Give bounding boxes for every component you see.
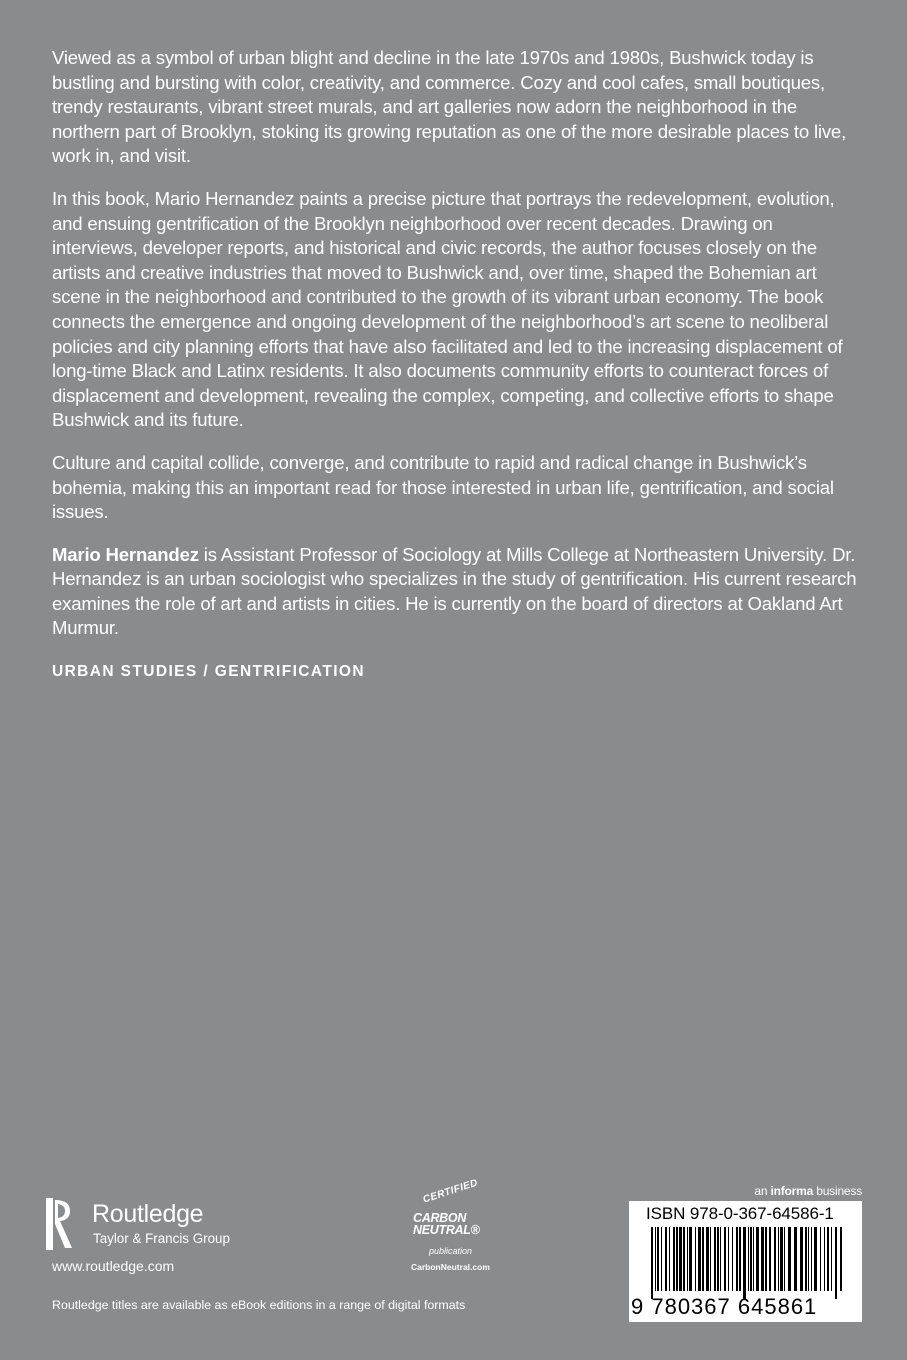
barcode-bar — [750, 1227, 752, 1291]
barcode-bar — [736, 1227, 738, 1291]
description-paragraph-1: Viewed as a symbol of urban blight and decline in the late 1970s and 1980s, Bushwick today is bustling and bursting with color, creativity, and commerce. Cozy and cool cafes, small boutiques, trendy restaurants, vibrant street murals, and art galleries now adorn the neighborhood in the northern part of Brooklyn, stoking its growing reputation as one of the more desirable places to live, work in, and visit. — [52, 47, 847, 167]
barcode-bar — [665, 1227, 667, 1291]
barcode-bar — [805, 1227, 807, 1291]
isbn-barcode — [629, 1201, 862, 1322]
routledge-r-icon — [46, 1198, 74, 1250]
barcode-bar — [673, 1227, 675, 1291]
barcode-bar — [676, 1227, 678, 1291]
author-name: Mario Hernandez — [52, 543, 199, 565]
back-cover-text — [52, 46, 858, 681]
barcode-bar — [657, 1227, 659, 1291]
barcode-bar — [840, 1227, 842, 1291]
barcode-bar — [780, 1227, 783, 1291]
barcode-bar — [702, 1227, 704, 1291]
carbon-publication-text: publication — [429, 1246, 473, 1256]
carbon-neutral-title — [413, 1212, 480, 1236]
barcode-bar — [732, 1227, 733, 1291]
barcode-bar — [824, 1227, 825, 1291]
barcode-bar — [765, 1227, 767, 1291]
barcode-bar — [769, 1227, 771, 1291]
barcode-bar — [714, 1227, 716, 1291]
barcode-bar — [794, 1227, 797, 1291]
barcode-bar — [800, 1227, 803, 1291]
barcode-bar — [710, 1227, 711, 1291]
informa-business-line — [754, 1184, 862, 1198]
barcode-bar — [728, 1227, 729, 1291]
barcode-bar — [774, 1227, 776, 1291]
ebook-note: Routledge titles are available as eBook editions in a range of digital formats — [52, 1298, 466, 1312]
subject-category: URBAN STUDIES / GENTRIFICATION — [52, 663, 365, 681]
barcode-bar — [784, 1227, 785, 1291]
barcode-bar — [835, 1227, 837, 1299]
publisher-website: www.routledge.com — [52, 1258, 175, 1274]
routledge-logo — [46, 1196, 306, 1256]
barcode-bar — [820, 1227, 821, 1291]
informa-prefix: an — [754, 1184, 771, 1198]
barcode-bar — [778, 1227, 779, 1291]
barcode-bar — [761, 1227, 764, 1291]
carbon-certified-text: CERTIFIED — [421, 1177, 480, 1206]
author-bio-text: is Assistant Professor of Sociology at Mills College at Northeastern University. Dr. Hernandez is an urban sociologist who specializes in the study of gentrification. His current research examines the role of art and artists in cities. He is currently on the board of directors at Oakland Art Murmur. — [52, 543, 857, 639]
barcode-bar — [706, 1227, 709, 1291]
publisher-name: Routledge — [92, 1200, 204, 1228]
description-paragraph-3: Culture and capital collide, converge, and contribute to rapid and radical change in Bushwick’s bohemia, making this an important read for those interested in urban life, gentrification, and social issues. — [52, 451, 834, 523]
barcode-bar — [811, 1227, 812, 1291]
barcode-bar — [689, 1227, 692, 1291]
barcode-bar — [655, 1227, 656, 1291]
barcode-bar — [669, 1227, 670, 1291]
barcode-bar — [748, 1227, 749, 1291]
barcode-digits: 9 780367 645861 — [631, 1294, 818, 1319]
barcode-bar — [683, 1227, 685, 1291]
informa-suffix: business — [813, 1184, 862, 1198]
barcode-bar — [808, 1227, 809, 1291]
barcode-bar — [695, 1227, 696, 1291]
barcode-bar — [743, 1227, 746, 1299]
barcode-bar — [687, 1227, 688, 1291]
barcode-bar — [724, 1227, 726, 1291]
carbon-site-text: CarbonNeutral.com — [411, 1262, 490, 1272]
barcode-bar — [679, 1227, 682, 1291]
barcode-bar — [814, 1227, 817, 1291]
informa-brand: informa — [770, 1184, 814, 1198]
barcode-bar — [661, 1227, 662, 1291]
barcode-bar — [788, 1227, 791, 1291]
barcode-bar — [753, 1227, 754, 1291]
barcode-bar — [756, 1227, 759, 1291]
carbon-neutral-badge — [407, 1177, 507, 1280]
barcode-bar — [651, 1227, 653, 1299]
barcode-bar — [831, 1227, 832, 1291]
carbon-line2: NEUTRAL® — [413, 1223, 480, 1237]
barcode-bar — [827, 1227, 829, 1291]
barcode-bar — [698, 1227, 701, 1291]
carbon-line1: CARBON — [413, 1211, 467, 1225]
barcode-bar — [717, 1227, 719, 1291]
publisher-group: Taylor & Francis Group — [93, 1231, 230, 1246]
author-bio — [52, 543, 858, 641]
barcode-bar — [739, 1227, 741, 1291]
isbn-label: ISBN 978-0-367-64586-1 — [646, 1204, 834, 1223]
description-paragraph-2: In this book, Mario Hernandez paints a precise picture that portrays the redevelopment, evolution, and ensuing gentrification of the Brooklyn neighborhood over recent decades. Drawing on interviews, developer reports, and historical and civic records, the author focuses closely on the artists and creative industries that moved to Bushwick and, over time, shaped the Bohemian art scene in the neighborhood and contributed to the growth of its vibrant urban economy. The book connects the emergence and ongoing development of the neighborhood’s art scene to neoliberal policies and city planning efforts that have also facilitated and led to the increasing displacement of long-time Black and Latinx residents. It also documents community efforts to counteract forces of displacement and development, revealing the complex, competing, and collective efforts to shape Bushwick and its future. — [52, 187, 843, 431]
barcode-bar — [720, 1227, 721, 1291]
